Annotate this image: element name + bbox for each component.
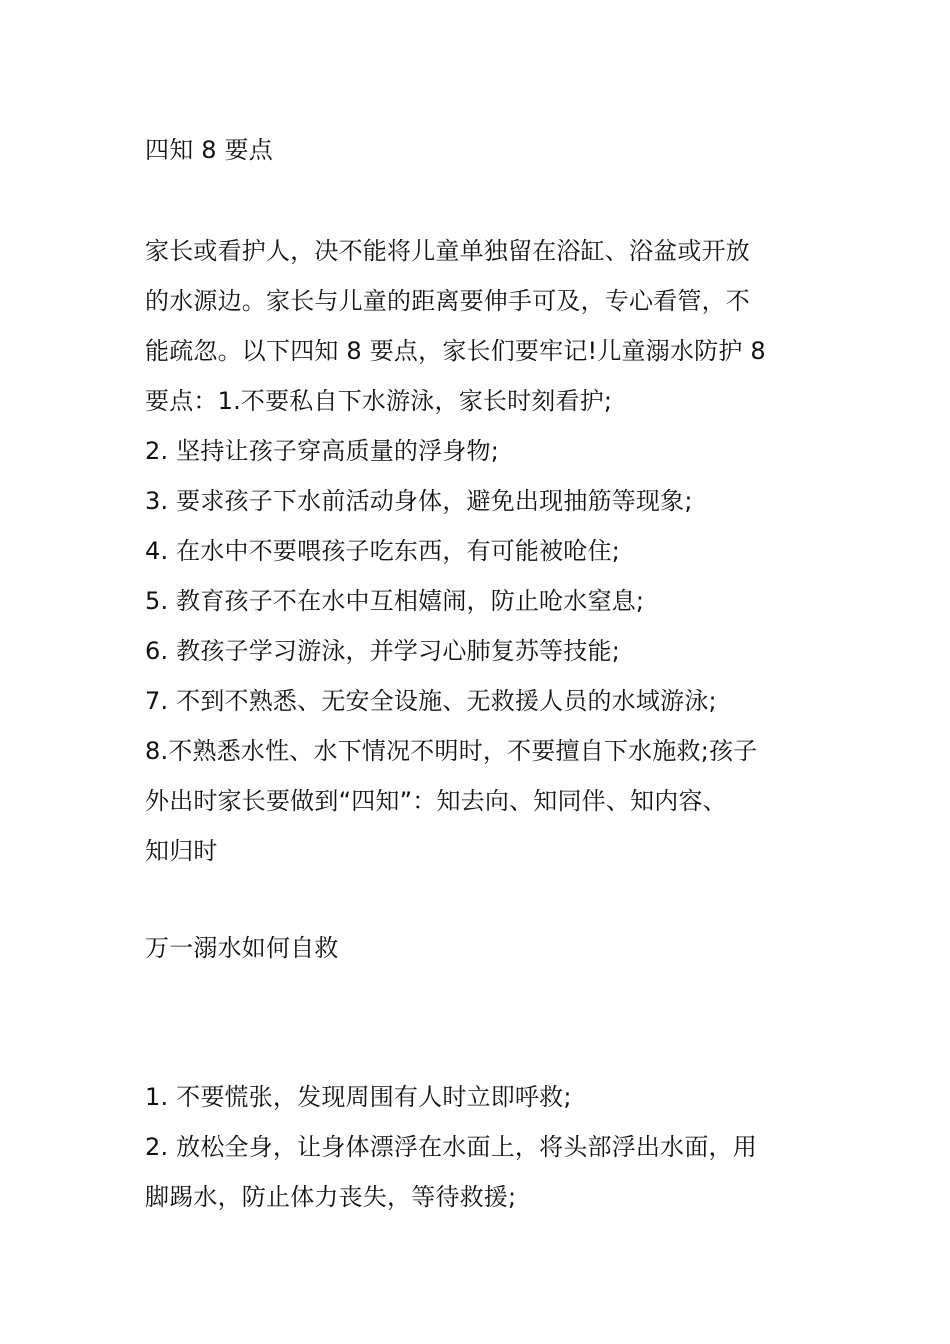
list-item: 2. 放松全身，让身体漂浮在水面上，将头部浮出水面，用 bbox=[145, 1133, 757, 1161]
paragraph-line: 外出时家长要做到“四知”：知去向、知同伴、知内容、 bbox=[145, 787, 727, 815]
paragraph-line: 的水源边。家长与儿童的距离要伸手可及，专心看管，不 bbox=[145, 287, 750, 315]
list-item: 6. 教孩子学习游泳，并学习心肺复苏等技能; bbox=[145, 637, 621, 665]
list-item: 7. 不到不熟悉、无安全设施、无救援人员的水域游泳; bbox=[145, 687, 717, 715]
list-item: 4. 在水中不要喂孩子吃东西，有可能被呛住; bbox=[145, 537, 621, 565]
paragraph-line: 家长或看护人，决不能将儿童单独留在浴缸、浴盆或开放 bbox=[145, 237, 750, 265]
paragraph-line: 要点：1.不要私自下水游泳，家长时刻看护; bbox=[145, 387, 613, 415]
heading-self-rescue: 万一溺水如何自救 bbox=[145, 934, 339, 962]
paragraph-line: 脚踢水，防止体力丧失，等待救援; bbox=[145, 1183, 517, 1211]
list-item: 5. 教育孩子不在水中互相嬉闹，防止呛水窒息; bbox=[145, 587, 645, 615]
list-item: 3. 要求孩子下水前活动身体，避免出现抽筋等现象; bbox=[145, 487, 693, 515]
list-item: 8.不熟悉水性、水下情况不明时，不要擅自下水施救;孩子 bbox=[145, 737, 758, 765]
heading-four-knows: 四知 8 要点 bbox=[145, 136, 273, 164]
paragraph-line: 知归时 bbox=[145, 837, 218, 865]
list-item: 1. 不要慌张，发现周围有人时立即呼救; bbox=[145, 1083, 572, 1111]
paragraph-line: 能疏忽。以下四知 8 要点，家长们要牢记!儿童溺水防护 8 bbox=[145, 337, 766, 365]
list-item: 2. 坚持让孩子穿高质量的浮身物; bbox=[145, 437, 500, 465]
